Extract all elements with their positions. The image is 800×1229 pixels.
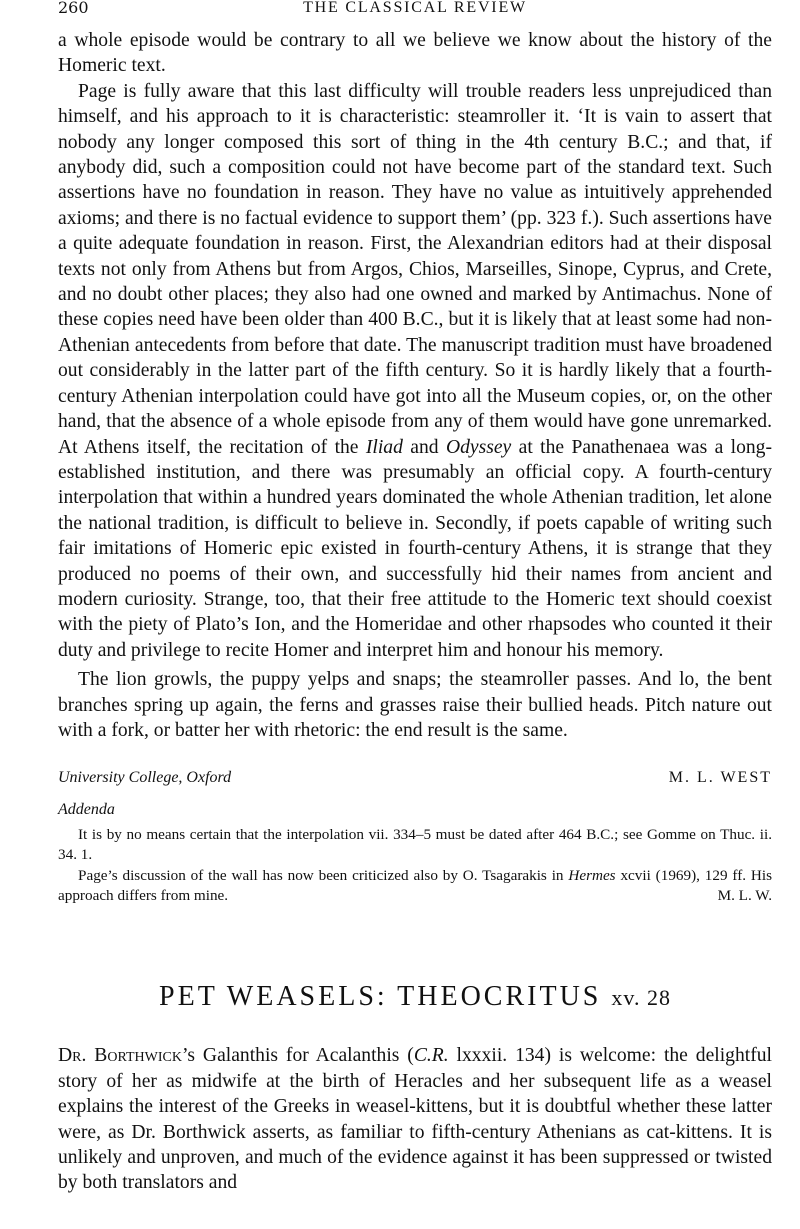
hermes-title: Hermes (568, 867, 616, 885)
article-2-body (58, 1043, 772, 1195)
journal-page (58, 0, 772, 1196)
article-title-reference: xv. 28 (611, 985, 671, 1011)
conjunction-text: and (402, 436, 446, 458)
author-affiliation: University College, Oxford (58, 769, 232, 787)
paragraph-text-rest: lxxxii. 134) is welcome: the delightful story of her as midwife at the birth of Heracles and her subsequent life as a weasel explains the interest of the Greeks in weasel-kittens, but it is doubtful whether these latter were, as Dr. Borthwick asserts, as familiar to fifth-century Athenians as cat-kittens. It is unlikely and unproven, and much of the evidence against it has been suppressed or twisted by both translators and (58, 1045, 772, 1194)
page-number: 260 (58, 0, 89, 17)
paragraph-text: Page is fully aware that this last difficulty will trouble readers less unprejudiced than himself, and his approach to it is characteristic: steamroller it. ‘It is vain to assert that nobody any longer composed this sort of thing in the 4th century B.C.; and that, if anybody did, such a composition could not have become part of the standard text. Such assertions have no foundation in reason. They have no value as intuitively apprehended axioms; and there is no factual evidence to support them’ (pp. 323 f.). Such assertions have a quite adequate foundation in reason. First, the Alexandrian editors had at their disposal texts not only from Athens but from Argos, Chios, Marseilles, Sinope, Cyprus, and Crete, and no doubt other places; they also had one owned and marked by Antimachus. None of these copies need have been older than 400 B.C., but it is likely that at least some had non-Athenian antecedents from before that date. The manuscript tradition must have broadened out considerably in the latter part of the fifth century. So it is hardly likely that a fourth-century Athenian interpolation could have got into all the Museum copies, or, on the other hand, that the absence of a whole episode from any of them would have gone unremarked. At Athens itself, the recitation of the (58, 80, 772, 458)
paragraph-text-rest: at the Panathenaea was a long-established institution, and there was presumably an official copy. A fourth-century interpolation that within a hundred years dominated the whole Athenian tradition, let alone the national tradition, is difficult to believe in. Secondly, if poets capable of writing such fair imitations of Homeric epic existed in fourth-century Athens, it is strange that they produced no poems of their own, and successfully hid their names from ancient and modern curiosity. Strange, too, that their free attitude to the Homeric text should coexist with the piety of Plato’s Ion, and the Homeridae and other rhapsodes who counted it their duty and privilege to recite Homer and interpret him and honour his memory. (58, 436, 772, 661)
paragraph-continued: a whole episode would be contrary to all we believe we know about the history of the Homeric text. (58, 30, 772, 77)
article-2-paragraph (58, 1043, 772, 1195)
addenda-note-2 (58, 866, 772, 905)
note-text: Page’s discussion of the wall has now been criticized also by O. Tsagarakis in (78, 867, 569, 885)
article-title-text: PET WEASELS: THEOCRITUS (159, 981, 602, 1013)
article-body (58, 28, 772, 743)
paragraph-argument (58, 79, 772, 663)
paragraph-conclusion: The lion growls, the puppy yelps and snaps; the steamroller passes. And lo, the bent branches spring up again, the ferns and grasses raise their bullied heads. Pitch nature out with a fork, or batter her with rhetoric: the end result is the same. (58, 669, 772, 741)
addenda-heading: Addenda (58, 801, 115, 819)
signature (58, 769, 772, 787)
addenda-note-1: It is by no means certain that the interpolation vii. 334–5 must be dated after 464 B.C.; see Gomme on Thuc. ii. 34. 1. (58, 826, 772, 863)
note-text-rest: xcvii (1969), 129 ff. His approach differs from mine. (58, 867, 772, 904)
odyssey-title: Odyssey (445, 436, 512, 458)
running-head (58, 0, 772, 24)
author-reference: Dr. Borthwick (58, 1045, 182, 1067)
author-name: M. L. WEST (668, 769, 772, 787)
journal-title: THE CLASSICAL REVIEW (303, 0, 527, 16)
cr-citation: C.R. (413, 1045, 449, 1067)
iliad-title: Iliad (365, 436, 403, 458)
article-title (58, 981, 772, 1013)
note-signature: M. L. W. (717, 886, 772, 904)
paragraph-text: ’s Galanthis for Acalanthis ( (181, 1045, 414, 1067)
